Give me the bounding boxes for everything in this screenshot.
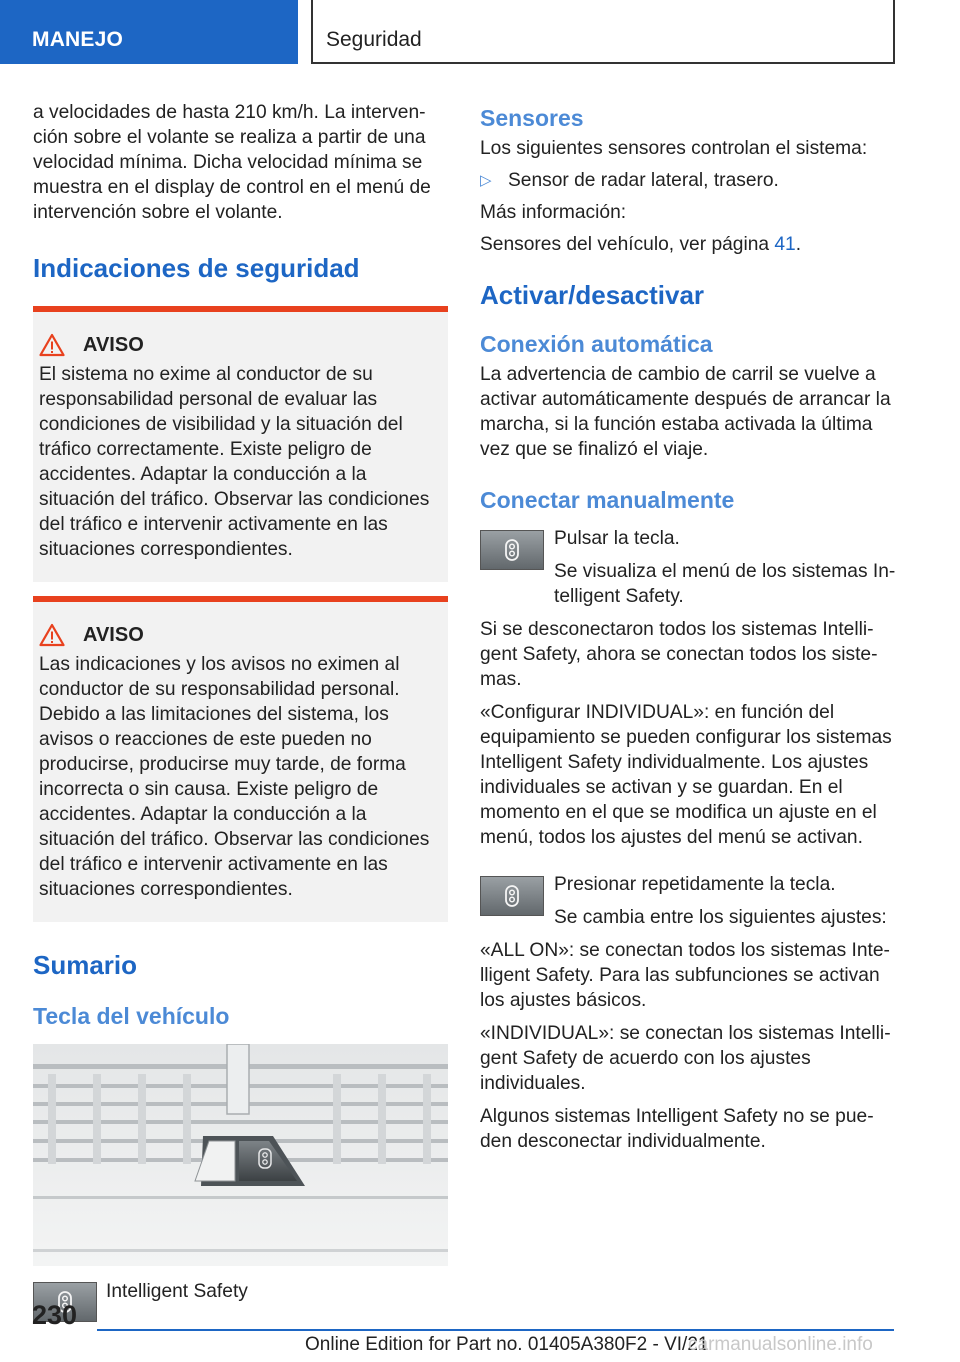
intelligent-safety-key-icon xyxy=(480,530,544,570)
warning-triangle-icon xyxy=(39,623,65,647)
section-title: MANEJO xyxy=(32,28,124,51)
heading-sensors: Sensores xyxy=(480,105,584,131)
manual-step-1: Pulsar la tecla. xyxy=(554,528,680,549)
individual-paragraph: «INDIVIDUAL»: se conectan los sistemas Intelligent Safety de acuerdo con los ajustes individuales. xyxy=(480,1023,891,1094)
press-step-2: Se cambia entre los siguientes ajustes: xyxy=(554,907,887,928)
topic-title: Seguridad xyxy=(326,28,422,51)
warning-box-2 xyxy=(33,596,448,922)
heading-safety: Indicaciones de seguridad xyxy=(33,253,360,283)
warning-label: AVISO xyxy=(83,333,144,356)
intro-paragraph: a velocidades de hasta 210 km/h. La intervención sobre el volante se realiza a partir de una velocidad mínima. Dicha velocidad mínima se muestra en el display de control en el menú de intervención sobre el volante. xyxy=(33,102,431,223)
intelligent-safety-key-icon xyxy=(480,876,544,916)
subheading-auto: Conexión automática xyxy=(480,331,713,357)
vehicle-key-photo xyxy=(33,1044,448,1266)
left-column xyxy=(33,100,448,1322)
bullet-triangle-icon: ▷ xyxy=(480,172,492,189)
right-column xyxy=(480,100,898,1154)
heading-activate: Activar/desactivar xyxy=(480,280,705,310)
warning-box-1 xyxy=(33,306,448,582)
edition-text: Online Edition for Part no. 01405A380F2 - VI/21 xyxy=(305,1334,709,1355)
footer-divider xyxy=(97,1329,894,1331)
subheading-manual: Conectar manualmente xyxy=(480,487,735,513)
auto-text: La advertencia de cambio de carril se vuelve a activar automáticamente después de arrancar la marcha, si la función estaba activada la última vez que se finalizó el viaje. xyxy=(480,364,891,460)
manual-paragraph-1: Si se desconectaron todos los sistemas Intelligent Safety, ahora se conectan todos los sistemas. xyxy=(480,619,878,690)
press-step-1: Presionar repetidamente la tecla. xyxy=(554,874,836,895)
sensor-item-text: Sensor de radar lateral, trasero. xyxy=(508,170,779,191)
note-paragraph: Algunos sistemas Intelligent Safety no se pueden desconectar individualmente. xyxy=(480,1106,874,1152)
key-caption: Intelligent Safety xyxy=(106,1281,248,1302)
more-info-label: Más información: xyxy=(480,202,627,223)
manual-step-2: Se visualiza el menú de los sistemas Intelligent Safety. xyxy=(554,561,896,607)
subheading-vehicle-key: Tecla del vehículo xyxy=(33,1003,230,1029)
page-number: 230 xyxy=(32,1300,78,1330)
warning-triangle-icon xyxy=(39,333,65,357)
watermark: carmanualsonline.info xyxy=(688,1334,873,1355)
see-page-prefix: Sensores del vehículo, ver página xyxy=(480,234,775,255)
warning-text: El sistema no exime al conductor de su responsabilidad personal de evaluar las condiciones de visibilidad y la situación del tráfico correctamente. Existe peligro de accidentes. Adaptar la conducción a la situación del tráfico. Observar las condiciones del tráfico e intervenir activamente en las situaciones correspondientes. xyxy=(39,364,430,560)
heading-summary: Sumario xyxy=(33,950,138,980)
warning-label: AVISO xyxy=(83,623,144,646)
all-on-paragraph: «ALL ON»: se conectan todos los sistemas Intelligent Safety. Para las subfunciones se activan los ajustes básicos. xyxy=(480,940,890,1011)
warning-text: Las indicaciones y los avisos no eximen al conductor de su responsabilidad personal. Debido a las limitaciones del sistema, los avisos o reacciones de este pueden no producirse, producirse muy tarde, de forma incorrecta o sin causa. Existe peligro de accidentes. Adaptar la conducción a la situación del tráfico. Observar las condiciones del tráfico e intervenir activamente en las situaciones correspondientes. xyxy=(39,654,430,900)
section-tab xyxy=(0,0,298,64)
topic-header xyxy=(311,0,895,64)
see-page-suffix: . xyxy=(795,234,802,255)
page-link[interactable]: 41 xyxy=(774,234,796,255)
sensors-intro: Los siguientes sensores controlan el sistema: xyxy=(480,138,868,159)
manual-paragraph-2: «Configurar INDIVIDUAL»: en función del equipamiento se pueden configurar los sistemas Intelligent Safety individualmente. Los ajustes individuales se activan y se guardan. En el momento en el que se modifica un ajuste en el menú, todos los ajustes del menú se activan. xyxy=(480,702,892,848)
sensor-list-item xyxy=(480,168,898,193)
see-page-reference xyxy=(480,232,898,257)
